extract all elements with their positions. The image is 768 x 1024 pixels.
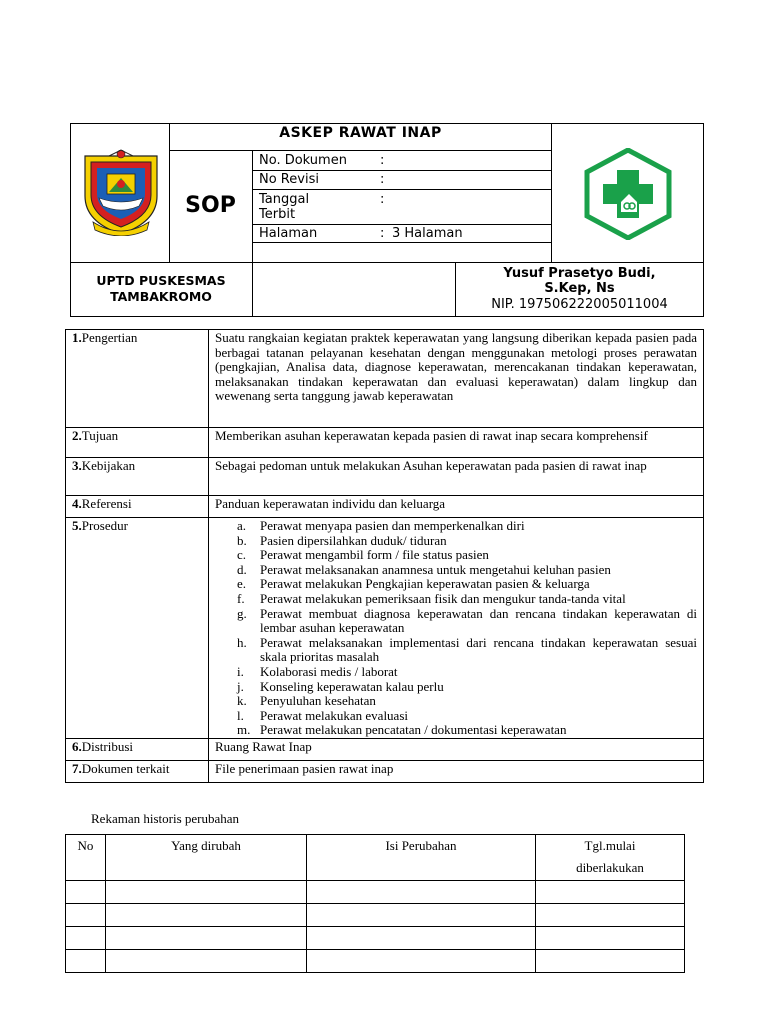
table-row bbox=[66, 428, 704, 458]
list-item: i. Kolaborasi medis / laborat bbox=[237, 663, 398, 679]
table-row bbox=[66, 458, 704, 496]
row-value: File penerimaan pasien rawat inap bbox=[209, 760, 704, 782]
signatory bbox=[455, 266, 704, 312]
table-row bbox=[66, 738, 704, 760]
list-item: b. Pasien dipersilahkan duduk/ tiduran bbox=[237, 532, 447, 548]
row-value: Sebagai pedoman untuk melakukan Asuhan keperawatan pada pasien di rawat inap bbox=[209, 458, 704, 496]
signatory-nip: NIP. 197506222005011004 bbox=[491, 297, 668, 312]
list-item: l. Perawat melakukan evaluasi bbox=[237, 707, 408, 723]
meta-label-dokumen: No. Dokumen bbox=[259, 153, 347, 168]
row-value: Memberikan asuhan keperawatan kepada pasien di rawat inap secara komprehensif bbox=[209, 428, 704, 458]
row-key: Distribusi bbox=[81, 738, 134, 754]
meta-sep-dokumen: : bbox=[380, 153, 385, 168]
row-key: Kebijakan bbox=[81, 458, 136, 473]
procedure-cell bbox=[209, 518, 704, 739]
list-item: m. Perawat melakukan pencatatan / dokumentasi keperawatan bbox=[237, 722, 567, 738]
row-key: Dokumen terkait bbox=[81, 760, 170, 776]
history-col-isi-perubahan: Isi Perubahan bbox=[307, 835, 536, 881]
row-number: 4. bbox=[72, 496, 82, 511]
list-item: d. Perawat melaksanakan anamnesa untuk mengetahui keluhan pasien bbox=[237, 561, 611, 577]
list-item: f. Perawat melakukan pemeriksaan fisik dan mengukur tanda-tanda vital bbox=[237, 590, 626, 606]
procedure-list bbox=[215, 519, 697, 738]
row-key: Prosedur bbox=[81, 518, 128, 533]
meta-sep-tanggal: : bbox=[380, 192, 385, 207]
table-row bbox=[66, 904, 685, 927]
row-number: 7. bbox=[72, 760, 82, 776]
row-number: 5. bbox=[72, 518, 82, 533]
signatory-name-line2: S.Kep, Ns bbox=[544, 281, 615, 296]
signatory-name-line1: Yusuf Prasetyo Budi, bbox=[503, 266, 656, 281]
list-item: k. Penyuluhan kesehatan bbox=[237, 693, 376, 709]
meta-value-halaman: 3 Halaman bbox=[392, 226, 463, 241]
row-key: Referensi bbox=[81, 496, 132, 511]
sop-label: SOP bbox=[185, 193, 236, 218]
history-col-tgl bbox=[536, 835, 685, 881]
history-header-row bbox=[66, 835, 685, 881]
history-col-yang-dirubah: Yang dirubah bbox=[106, 835, 307, 881]
table-row bbox=[66, 881, 685, 904]
org-name bbox=[70, 273, 252, 305]
list-item: a. Perawat menyapa pasien dan memperkenalkan diri bbox=[237, 518, 525, 533]
row-key: Tujuan bbox=[81, 428, 119, 443]
row-value: Suatu rangkaian kegiatan praktek keperawatan yang langsung diberikan kepada pasien pada berbagai tatanan pelayanan kesehatan dengan menggunakan metologi proses perawatan (pengkajian, Analisa data, diagnose keperawatan, merencakanan tindakan keperawatan, melaksanakan tindakan keperawatan dan evaluasi keperawatan) dalam lingkup dan wewenang serta tanggung jawab keperawatan bbox=[209, 330, 704, 428]
list-item: h. Perawat melaksanakan implementasi dari rencana tindakan keperawatan sesuai skala prioritas masalah bbox=[237, 634, 697, 665]
regency-crest-icon bbox=[79, 148, 163, 236]
sop-content-table bbox=[65, 329, 704, 783]
history-col-no: No bbox=[66, 835, 106, 881]
history-col-tgl-line2: diberlakukan bbox=[576, 860, 644, 875]
row-number: 3. bbox=[72, 458, 82, 473]
history-table bbox=[65, 834, 685, 973]
list-item: g. Perawat membuat diagnosa keperawatan dan rencana tindakan keperawatan di lembar asuhan keperawatan bbox=[237, 605, 697, 636]
document-title: ASKEP RAWAT INAP bbox=[279, 125, 442, 141]
table-row bbox=[66, 330, 704, 428]
row-number: 6. bbox=[72, 738, 82, 754]
org-name-line2: TAMBAKROMO bbox=[110, 289, 212, 304]
table-row bbox=[66, 518, 704, 739]
meta-sep-halaman: : bbox=[380, 226, 385, 241]
table-row bbox=[66, 496, 704, 518]
row-number: 1. bbox=[72, 330, 82, 345]
list-item: j. Konseling keperawatan kalau perlu bbox=[237, 678, 444, 694]
history-col-tgl-line1: Tgl.mulai bbox=[584, 838, 636, 853]
meta-label-tanggal: Tanggal Terbit bbox=[259, 192, 310, 222]
row-key: Pengertian bbox=[81, 330, 138, 345]
history-caption: Rekaman historis perubahan bbox=[91, 811, 240, 826]
table-row bbox=[66, 950, 685, 973]
meta-label-revisi: No Revisi bbox=[259, 172, 319, 187]
list-item: c. Perawat mengambil form / file status pasien bbox=[237, 547, 489, 563]
puskesmas-cross-icon bbox=[583, 148, 673, 240]
org-name-line1: UPTD PUSKESMAS bbox=[96, 273, 226, 288]
row-number: 2. bbox=[72, 428, 82, 443]
row-value: Ruang Rawat Inap bbox=[209, 738, 704, 760]
table-row bbox=[66, 927, 685, 950]
row-value: Panduan keperawatan individu dan keluarga bbox=[209, 496, 704, 518]
meta-label-halaman: Halaman bbox=[259, 226, 318, 241]
table-row bbox=[66, 760, 704, 782]
list-item: e. Perawat melakukan Pengkajian keperawatan pasien & keluarga bbox=[237, 576, 590, 592]
meta-sep-revisi: : bbox=[380, 172, 385, 187]
